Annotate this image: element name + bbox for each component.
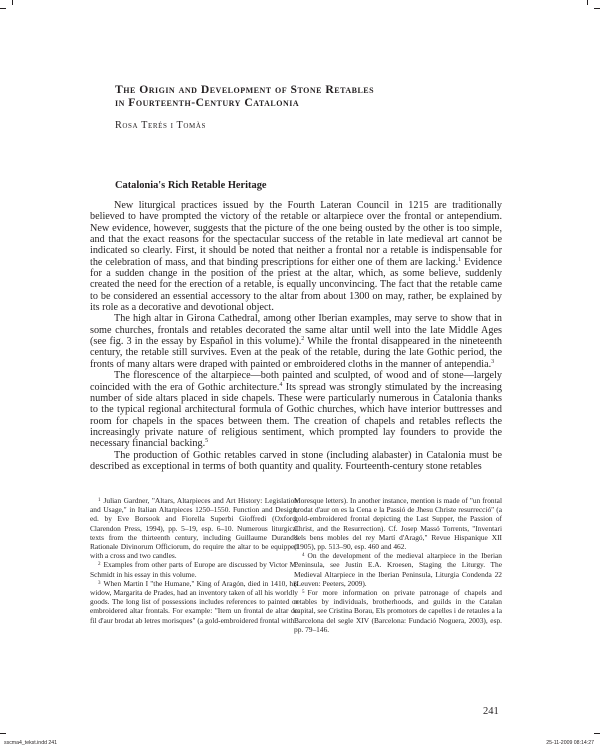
footnote: $^4$ On the development of the medieval altarpiece in the Iberian Peninsula, see Justin E.A. Kroesen, Staging the Liturgy. The Medieval Altarpiece in the Iberian Peninsula, Liturgia Condenda 22 (Leuven: Peeters, 2009). xyxy=(294,551,502,588)
paragraph: The production of Gothic retables carved in stone (including alabaster) in Catalonia must be described as exceptional in terms of both quantity and quality. Fourteenth-century stone retables xyxy=(90,449,502,472)
crop-mark-top-left-v xyxy=(12,0,13,5)
footnote-continuation: Moresque letters). In another instance, mention is made of "un frontal brodat d'aur on es la Cena e la Passió de Jhesu Christe resurrecció" (a gold-embroidered frontal depicting the Last Supper, the Passion of Christ, and the Resurrection). Cf. Josep Massó Torrents, "Inventari dels bens mobles del rey Martí d'Aragó," Revue Hispanique XII (1905), pp. 513–90, esp. 460 and 462. xyxy=(294,496,502,552)
title-line-2: in Fourteenth-Century Catalonia xyxy=(115,95,300,109)
footnotes-left-column xyxy=(90,496,298,625)
footnote-ref[interactable]: 3 xyxy=(491,358,495,365)
footnote-ref[interactable]: 2 xyxy=(301,336,305,343)
footnote-ref[interactable]: 5 xyxy=(205,438,209,445)
page-number: 241 xyxy=(483,706,499,717)
crop-mark-bottom-left xyxy=(0,733,6,734)
paragraph: New liturgical practices issued by the Fourth Lateran Council in 1215 are traditionally believed to have prompted the victory of the retable or altarpiece over the frontal or antependium. New evidence, however, suggests that the picture of the one being ousted by the other is too simple, and that the exact reasons for the spectacular success of the retable in late medieval art cannot be indicated so clearly. First, it should be noted that neither a frontal nor a retable is indispensable for the celebration of mass, and that binding prescriptions for either one of them are lacking.$^1$ Evidence for a sudden change in the position of the priest at the altar, which, as some believe, suddenly created the need for the erection of a retable, is equally unconvincing. The fact that the retable came to be considered an essential accessory to the altar from about 1300 on may, rather, be explained by its role as a decorative and devotional object. xyxy=(90,200,503,314)
crop-mark-top-left xyxy=(0,8,6,9)
section-heading: Catalonia's Rich Retable Heritage xyxy=(115,180,267,191)
body-text xyxy=(90,200,502,472)
paragraph: The florescence of the altarpiece—both painted and sculpted, of wood and of stone—largely coincided with the era of Gothic architecture.$^4$ Its spread was strongly stimulated by the increasing number of side altars placed in side chapels. These were particularly numerous in Catalonia thanks to the typical regional architectural formula of Gothic churches, which have interior buttresses and room for chapels in the spaces between them. The creation of chapels and retables reflects the increasingly private nature of religious sentiment, which prompted lay founders to provide the necessary financial backing.$^5$ xyxy=(90,370,502,450)
crop-mark-bottom-right xyxy=(594,733,600,734)
footnotes-right-column xyxy=(294,496,502,634)
article-title xyxy=(115,84,515,109)
footnote: $^2$ Examples from other parts of Europe are discussed by Victor M. Schmidt in his essay in this volume. xyxy=(90,560,298,579)
paragraph: The high altar in Girona Cathedral, among other Iberian examples, may serve to show that in some churches, frontals and retables decorated the same altar until well into the late Middle Ages (see fig. 3 in the essay by Español in this volume).$^2$ While the frontal disappeared in the nineteenth century, the retable still survives. Even at the peak of the retable, during the late Gothic period, the fronts of many altars were draped with painted or embroidered cloths in the manner of antependia.$^3$ xyxy=(90,313,502,370)
footnote: $^3$ When Martin I "the Humane," King of Aragón, died in 1410, his widow, Margarita de Prades, had an inventory taken of all his worldly goods. The long list of possessions includes references to painted or embroidered altar frontals. For example: "Item un frontal de altar de fil d'aur brodat ab letres morisques" (a gold-embroidered frontal with xyxy=(90,578,298,625)
print-slug-file: sscma4_tekst.indd 241 xyxy=(4,740,58,746)
footnote: $^5$ For more information on private patronage of chapels and retables by individuals, brotherhoods, and guilds in the Catalan capital, see Cristina Borau, Els promotors de capelles i de retaules a la Barcelona del segle XIV (Barcelona: Fundació Noguera, 2003), esp. pp. 79–146. xyxy=(294,588,502,634)
crop-mark-top-right-v xyxy=(587,0,588,5)
footnote-ref[interactable]: 1 xyxy=(458,256,462,263)
author-name: Rosa Terés i Tomàs xyxy=(115,120,206,131)
title-line-1: The Origin and Development of Stone Retables xyxy=(115,83,375,96)
print-slug-date: 25-11-2009 08:14:27 xyxy=(546,740,594,746)
crop-mark-top-right xyxy=(594,8,600,9)
footnote-ref[interactable]: 4 xyxy=(279,381,283,388)
footnote: $^1$ Julian Gardner, "Altars, Altarpieces and Art History: Legislation and Usage," in Italian Altarpieces 1250–1550. Function and Design, ed. by Eve Borsook and Fiorella Superbi Gioffredi (Oxford: Clarendon Press, 1994), pp. 5–19, esp. 6–10. Numerous liturgical texts from the thirteenth century, including Guillaume Durand's Rationale Divinorum Officiorum, do require the altar to be equipped with a cross and two candles. xyxy=(90,496,298,561)
